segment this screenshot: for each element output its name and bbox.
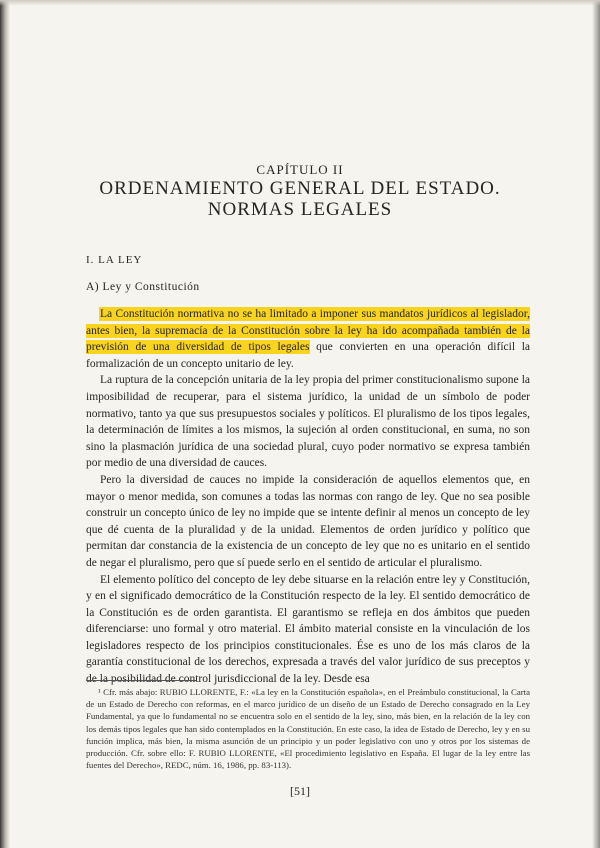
chapter-title — [0, 178, 600, 220]
chapter-title-line-2: NORMAS LEGALES — [207, 199, 393, 220]
chapter-title-line-1: ORDENAMIENTO GENERAL DEL ESTADO. — [99, 178, 501, 199]
paragraph — [86, 306, 530, 372]
highlighted-text: La Constitución normativa no se ha limitado a imponer sus mandatos jurídicos al legislador, antes bien, la supremacía de la Constitución sobre la ley ha ido acompañada también de la previsión de una diversidad de tipos legales — [86, 308, 530, 354]
top-edge-shadow — [0, 0, 600, 6]
body-text — [86, 306, 530, 688]
footnote: ¹ Cfr. más abajo: RUBIO LLORENTE, F.: «La ley en la Constitución española», en el Preámbulo constitucional, la Carta de un Estado de Derecho con reformas, en el marco jurídico de un diseño de un Estado de Derecho consagrado en la Ley Fundamental, ya que lo fundamental no se encuentra solo en el sentido de la ley, sino, más bien, en la relación de la ley con los demás tipos legales que han sido contemplados en la Constitución. En este caso, la idea de Estado de Derecho, ley y en su función implica, más bien, la misma asunción de un principio y un poder legislativo con uno y otros por los sistemas de producción. Cfr. sobre ello: F. RUBIO LLORENTE, «El procedimiento legislativo en España. El lugar de la ley entre las fuentes del Derecho», REDC, núm. 16, 1986, pp. 83-113). — [86, 687, 530, 771]
paragraph: La ruptura de la concepción unitaria de la ley propia del primer constitucionalismo supone la imposibilidad de recuperar, para el sistema jurídico, la unidad de un símbolo de poder normativo, tanto ya que sus presupuestos sociales y políticos. El pluralismo de los tipos legales, la determinación de límites a los mismos, la sujeción al orden constitucional, en suma, no son sino la plasmación jurídica de una sociedad plural, cuyo poder normativo se expresa también por medio de una diversidad de cauces. — [86, 374, 530, 470]
section-heading: I. LA LEY — [86, 254, 143, 266]
page-number: [51] — [290, 784, 310, 798]
footnotes — [86, 686, 530, 771]
subsection-heading: A) Ley y Constitución — [86, 281, 200, 293]
paragraph-continuation: que convierten en una operación difícil la formalización de un concepto unitario de ley. — [86, 341, 531, 370]
page-edge-shadow — [592, 0, 600, 848]
paragraph: Pero la diversidad de cauces no impide la consideración de aquellos elementos que, en mayor o menor medida, son comunes a todas las normas con rango de ley. Que no sea posible construir un concepto único de ley no impide que se intente definir al menos un concepto de ley que dé cuenta de la pluralidad y de la unidad. Elementos de orden jurídico y político que permitan dar constancia de la existencia de un concepto de ley que no es unitario en el sentido de negar el pluralismo, pero que sí puede serlo en el sentido de articular el pluralismo. — [86, 473, 530, 569]
chapter-label: CAPÍTULO II — [256, 162, 344, 177]
binding-shadow — [0, 0, 10, 848]
footnote-divider — [86, 680, 196, 681]
paragraph: El elemento político del concepto de ley debe situarse en la relación entre ley y Constitución, y en el significado democrático de la Constitución respecto de la ley. El sentido democrático de la Constitución es de orden garantista. El garantismo se refleja en dos ámbitos que pueden diferenciarse: uno formal y otro material. El ámbito material consiste en la vinculación de los legisladores respecto de los principios constitucionales. Ése es uno de los más claros de la garantía constitucional de los derechos, expresada a través del valor jurídico de sus preceptos y de la posibilidad de control jurisdiccional de la ley. Desde esa — [86, 573, 530, 686]
